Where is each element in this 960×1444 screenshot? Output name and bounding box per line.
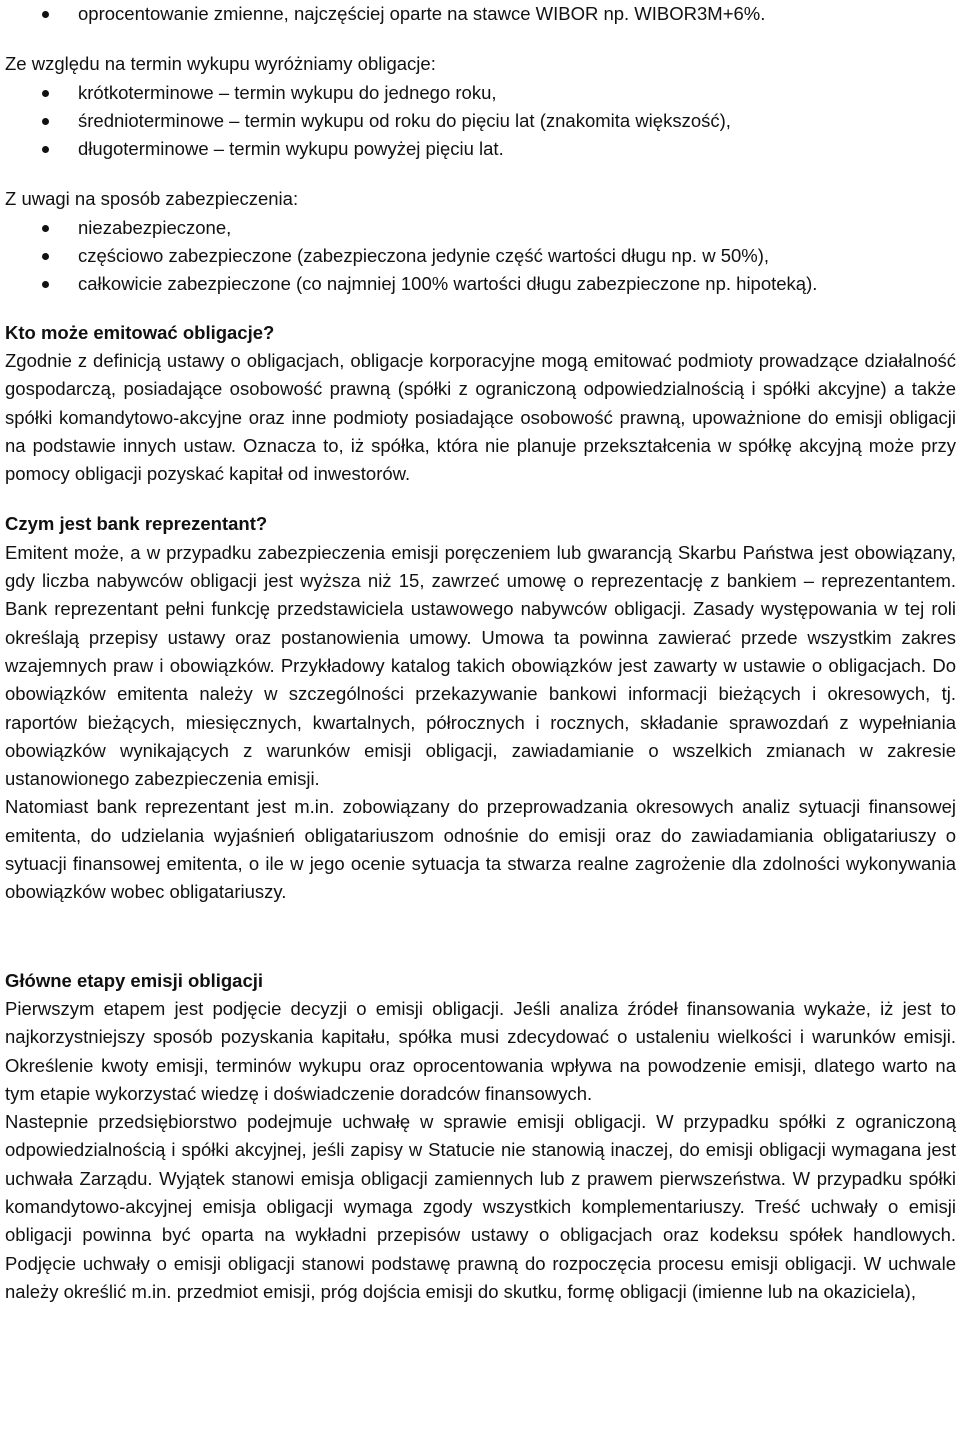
paragraph: Pierwszym etapem jest podjęcie decyzji o emisji obligacji. Jeśli analiza źródeł finansowania wykaże, iż jest to najkorzystniejszy sposób pozyskania kapitału, spółka musi zdecydować o ustaleniu wielkości i warunków emisji. Określenie kwoty emisji, terminów wykupu oraz oprocentowania wpływa na powodzenie emisji, dlatego warto na tym etapie wykorzystać wiedzę i doświadczenie doradców finansowych. (5, 997, 956, 1104)
list-item: całkowicie zabezpieczone (co najmniej 100% wartości długu zabezpieczone np. hipoteką). (5, 270, 956, 298)
list-item: oprocentowanie zmienne, najczęściej oparte na stawce WIBOR np. WIBOR3M+6%. (5, 0, 956, 28)
paragraph: Zgodnie z definicją ustawy o obligacjach, obligacje korporacyjne mogą emitować podmioty prowadzące działalność gospodarczą, posiadające osobowość prawną (spółki z ograniczoną odpowiedzialnością i spółki akcyjne) a także spółki komandytowo-akcyjne oraz inne podmioty posiadające osobowość prawną, upoważnione do emisji obligacji na podstawie innych ustaw. Oznacza to, iż spółka, która nie planuje przekształcenia w spółkę akcyjną może przy pomocy obligacji pozyskać kapitał od inwestorów. (5, 349, 956, 485)
spacer (5, 163, 956, 185)
list-item: krótkoterminowe – termin wykupu do jednego roku, (5, 79, 956, 107)
spacer (5, 299, 956, 319)
paragraph: Emitent może, a w przypadku zabezpieczenia emisji poręczeniem lub gwarancją Skarbu Państwa jest obowiązany, gdy liczba nabywców obligacji jest wyższa niż 15, zawrzeć umowę o reprezentację z bankiem – reprezentantem. Bank reprezentant pełni funkcję przedstawiciela ustawowego nabywców obligacji. Zasady występowania w tej roli określają przepisy ustawy oraz postanowienia umowy. Umowa ta powinna zawierać przede wszystkim zakres wzajemnych praw i obowiązków. Przykładowy katalog takich obowiązków jest zawarty w ustawie o obligacjach. Do obowiązków emitenta należy w szczególności przekazywanie bankowi informacji bieżących i okresowych, tj. raportów bieżących, miesięcznych, kwartalnych, półrocznych i rocznych, składanie sprawozdań z wypełniania obowiązków wynikających z warunków emisji obligacji, zawiadamianie o wszelkich zmianach w zakresie ustanowionego zabezpieczenia emisji. (5, 541, 956, 790)
interest-rate-list (5, 0, 956, 28)
security-list (5, 214, 956, 299)
spacer (5, 907, 956, 967)
list-item: długoterminowe – termin wykupu powyżej pięciu lat. (5, 135, 956, 163)
list-item: częściowo zabezpieczone (zabezpieczona jedynie część wartości długu np. w 50%), (5, 242, 956, 270)
section-heading-who: Kto może emitować obligacje? (5, 321, 275, 343)
spacer (5, 28, 956, 50)
paragraph: Nastepnie przedsiębiorstwo podejmuje uchwałę w sprawie emisji obligacji. W przypadku spółki z ograniczoną odpowiedzialnością i spółki akcyjnej, jeśli zapisy w Statucie nie stanowią inaczej, do emisji obligacji wymagana jest uchwała Zarządu. Wyjątek stanowi emisja obligacji zamiennych lub z prawem pierwszeństwa. W przypadku spółki komandytowo-akcyjnej emisja obligacji wymaga zgody wszystkich komplementariuszy. Treść uchwały o emisji obligacji powinna być oparta na wykładni przepisów ustawy o obligacjach oraz kodeksu spółek handlowych. Podjęcie uchwały o emisji obligacji stanowi podstawę prawną do rozpoczęcia procesu emisji obligacji. W uchwale należy określić m.in. przedmiot emisji, próg dojścia emisji do skutku, formę obligacji (imienne lub na okaziciela), (5, 1111, 956, 1302)
list-item: średnioterminowe – termin wykupu od roku do pięciu lat (znakomita większość), (5, 107, 956, 135)
term-list (5, 79, 956, 164)
section-heading-bank: Czym jest bank reprezentant? (5, 513, 268, 535)
section-heading-stages: Główne etapy emisji obligacji (5, 969, 264, 991)
security-intro: Z uwagi na sposób zabezpieczenia: (5, 188, 299, 210)
list-item: niezabezpieczone, (5, 214, 956, 242)
term-intro: Ze względu na termin wykupu wyróżniamy obligacje: (5, 53, 436, 75)
paragraph: Natomiast bank reprezentant jest m.in. zobowiązany do przeprowadzania okresowych analiz sytuacji finansowej emitenta, do udzielania wyjaśnień obligatariuszom odnośnie do emisji oraz do zawiadamiania obligatariuszy o sytuacji finansowej emitenta, o ile w jego ocenie sytuacja ta stwarza realne zagrożenie dla zdolności wykonywania obowiązków wobec obligatariuszy. (5, 796, 956, 903)
spacer (5, 488, 956, 510)
